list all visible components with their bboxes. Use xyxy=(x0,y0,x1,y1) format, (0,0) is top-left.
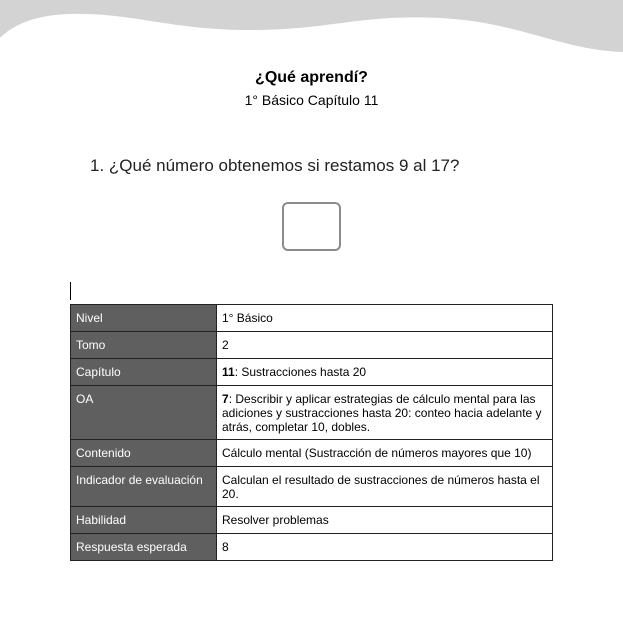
capitulo-text: : Sustracciones hasta 20 xyxy=(234,365,367,379)
row-value-capitulo xyxy=(217,359,553,386)
row-label-contenido: Contenido xyxy=(71,440,217,467)
header-wave-decoration xyxy=(0,0,623,60)
table-row xyxy=(71,332,553,359)
table-row xyxy=(71,359,553,386)
text-cursor xyxy=(70,282,71,300)
table-row xyxy=(71,507,553,534)
row-label-habilidad: Habilidad xyxy=(71,507,217,534)
row-label-indicador: Indicador de evaluación xyxy=(71,467,217,507)
row-label-respuesta: Respuesta esperada xyxy=(71,534,217,561)
row-label-nivel: Nivel xyxy=(71,305,217,332)
answer-input-box[interactable] xyxy=(282,202,341,251)
row-label-tomo: Tomo xyxy=(71,332,217,359)
row-label-oa: OA xyxy=(71,386,217,440)
question-text: 1. ¿Qué número obtenemos si restamos 9 al 17? xyxy=(90,156,460,175)
row-value-oa xyxy=(217,386,553,440)
row-value-respuesta: 8 xyxy=(217,534,553,561)
row-label-capitulo: Capítulo xyxy=(71,359,217,386)
capitulo-number: 11 xyxy=(222,365,235,379)
table-row xyxy=(71,440,553,467)
info-table xyxy=(70,304,553,561)
table-row xyxy=(71,305,553,332)
table-row xyxy=(71,386,553,440)
page-subtitle: 1° Básico Capítulo 11 xyxy=(244,92,379,108)
oa-text: : Describir y aplicar estrategias de cálculo mental para las adiciones y sustracciones hasta 20: conteo hacia adelante y atrás, completar 10, dobles. xyxy=(222,392,542,434)
row-value-tomo: 2 xyxy=(217,332,553,359)
table-row xyxy=(71,467,553,507)
row-value-indicador: Calculan el resultado de sustracciones de números hasta el 20. xyxy=(217,467,553,507)
table-row xyxy=(71,534,553,561)
page-title: ¿Qué aprendí? xyxy=(255,69,368,86)
oa-number: 7 xyxy=(222,392,229,406)
row-value-habilidad: Resolver problemas xyxy=(217,507,553,534)
row-value-contenido: Cálculo mental (Sustracción de números mayores que 10) xyxy=(217,440,553,467)
row-value-nivel: 1° Básico xyxy=(217,305,553,332)
